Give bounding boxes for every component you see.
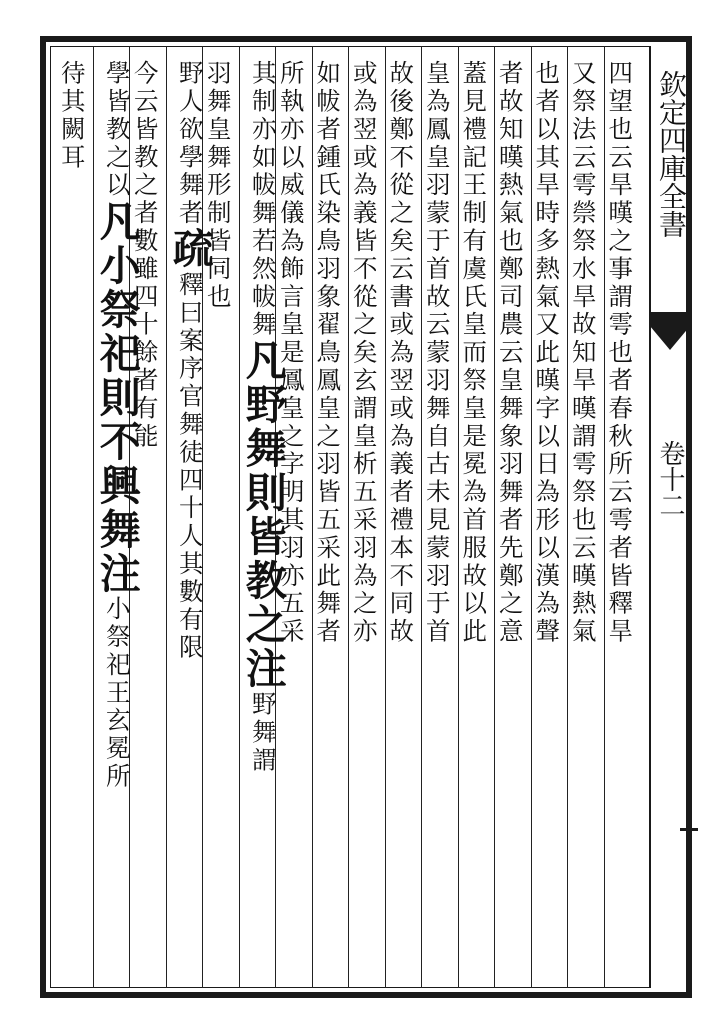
- volume-label: 卷十二: [655, 440, 685, 518]
- commentary-text: 野人欲學舞者: [175, 60, 205, 228]
- commentary-text: 羽舞皇舞形制皆同也: [203, 60, 233, 312]
- text-column: [459, 60, 489, 646]
- text-column: [495, 60, 525, 646]
- text-column: [349, 60, 379, 646]
- commentary-text: 又祭法云雩禜祭水旱故知旱暵謂雩祭也云暵熱氣: [568, 60, 598, 646]
- column-rule: [166, 46, 167, 988]
- commentary-text: 如帗者鍾氏染鳥羽象翟鳥鳳皇之羽皆五采此舞者: [313, 60, 343, 646]
- text-column: [568, 60, 598, 646]
- commentary-text: 小祭祀王玄冕所: [102, 595, 132, 791]
- commentary-text: 釋曰案序官舞徒四十人其數有限: [175, 271, 205, 663]
- commentary-text: 故後鄭不從之矣云書或為翌或為義者禮本不同故: [386, 60, 416, 646]
- text-column: [165, 60, 214, 663]
- commentary-text: 野舞謂: [248, 691, 278, 775]
- text-column: [57, 60, 87, 172]
- main-text: 凡野舞則皆教之注: [238, 339, 287, 691]
- commentary-text: 待其闕耳: [57, 60, 87, 172]
- text-column: [238, 60, 287, 775]
- commentary-text: 四望也云旱暵之事謂雩也者春秋所云雩者皆釋旱: [605, 60, 635, 646]
- commentary-text: 也者以其旱時多熱氣又此暵字以日為形以漢為聲: [532, 60, 562, 646]
- text-column: [313, 60, 343, 646]
- main-text: 疏: [165, 227, 214, 272]
- text-column: [422, 60, 452, 646]
- commentary-text: 所執亦以威儀為飾言皇是鳳皇之字明其羽亦五采: [276, 60, 306, 646]
- text-column: [532, 60, 562, 646]
- commentary-text: 或為翌或為義皆不從之矣玄謂皇析五采羽為之亦: [349, 60, 379, 646]
- text-column: [92, 60, 141, 791]
- commentary-text: 皇為鳳皇羽蒙于首故云蒙羽舞自古未見蒙羽于首: [422, 60, 452, 646]
- commentary-text: 其制亦如帗舞若然帗舞: [248, 60, 278, 339]
- text-column: [605, 60, 635, 646]
- commentary-text: 今云皆教之者數雖四十餘者有能: [130, 60, 160, 451]
- text-column: [386, 60, 416, 646]
- main-text: 凡小祭祀則不興舞注: [92, 199, 141, 596]
- commentary-text: 者故知暵熱氣也鄭司農云皇舞象羽舞者先鄭之意: [495, 60, 525, 646]
- commentary-text: 蓋見禮記王制有虞氏皇而祭皇是冕為首服故以此: [459, 60, 489, 646]
- book-title: 欽定四庫全書: [655, 70, 688, 238]
- commentary-text: 學皆教之以: [102, 60, 132, 200]
- margin-rule: [650, 46, 651, 988]
- margin-tick: [680, 828, 698, 831]
